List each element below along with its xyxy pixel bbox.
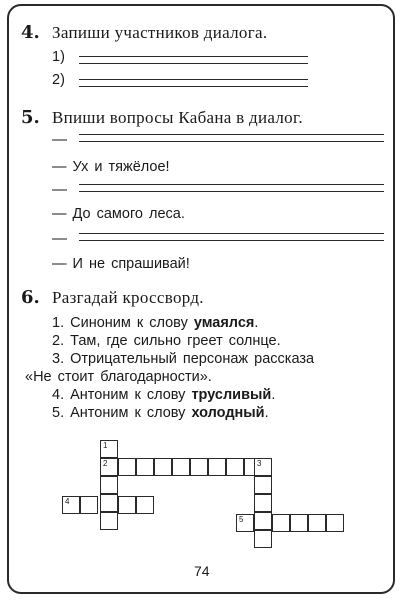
crossword-cell[interactable] — [254, 458, 272, 476]
crossword-cell[interactable] — [118, 496, 136, 514]
crossword-cell[interactable] — [100, 494, 118, 512]
crossword-cell[interactable] — [254, 476, 272, 494]
cell-number: 4 — [65, 497, 70, 506]
dialog-line-1: — Ух и тяжёлое! — [52, 159, 170, 175]
answer-line[interactable] — [79, 240, 384, 241]
task4-item-2: 2) — [52, 72, 65, 88]
answer-line[interactable] — [79, 63, 308, 64]
answer-line[interactable] — [79, 56, 308, 57]
crossword-cell[interactable] — [272, 514, 290, 532]
task4-number: 4. — [21, 22, 40, 43]
cell-number: 3 — [257, 459, 262, 468]
task5-text: Впиши вопросы Кабана в диалог. — [52, 108, 303, 127]
dialog-dash: — — [52, 131, 67, 148]
page-number: 74 — [194, 563, 210, 579]
cell-number: 5 — [239, 515, 244, 524]
crossword-cell[interactable] — [236, 514, 254, 532]
cell-number: 1 — [103, 441, 108, 450]
clue-3: 3. Отрицательный персонаж рассказа — [52, 351, 315, 367]
crossword-cell[interactable] — [154, 458, 172, 476]
crossword-cell[interactable] — [118, 458, 136, 476]
dialog-dash: — — [52, 181, 67, 198]
crossword-cell[interactable] — [100, 476, 118, 494]
answer-line[interactable] — [79, 184, 384, 185]
dialog-dash: — — [52, 230, 67, 247]
answer-line[interactable] — [79, 233, 384, 234]
crossword-cell[interactable] — [254, 512, 272, 530]
task5-number: 5. — [21, 107, 40, 128]
crossword-cell[interactable] — [100, 512, 118, 530]
cell-number: 2 — [103, 459, 108, 468]
crossword-cell[interactable] — [136, 496, 154, 514]
crossword-cell[interactable] — [62, 496, 80, 514]
answer-line[interactable] — [79, 134, 384, 135]
crossword-cell[interactable] — [226, 458, 244, 476]
crossword-cell[interactable] — [190, 458, 208, 476]
crossword-cell[interactable] — [100, 440, 118, 458]
crossword-cell[interactable] — [308, 514, 326, 532]
crossword-cell[interactable] — [100, 458, 118, 476]
answer-line[interactable] — [79, 79, 308, 80]
answer-line[interactable] — [79, 86, 308, 87]
clue-3-continued: «Не стоит благодарности». — [25, 369, 212, 385]
crossword-cell[interactable] — [254, 494, 272, 512]
task6-text: Разгадай кроссворд. — [52, 288, 204, 307]
crossword-cell[interactable] — [290, 514, 308, 532]
task4-item-1: 1) — [52, 49, 65, 65]
crossword-cell[interactable] — [254, 530, 272, 548]
answer-line[interactable] — [79, 141, 384, 142]
task4-text: Запиши участников диалога. — [52, 23, 268, 42]
crossword-cell[interactable] — [136, 458, 154, 476]
crossword-cell[interactable] — [326, 514, 344, 532]
dialog-line-2: — До самого леса. — [52, 206, 185, 222]
crossword-cell[interactable] — [80, 496, 98, 514]
crossword-cell[interactable] — [172, 458, 190, 476]
crossword-cell[interactable] — [208, 458, 226, 476]
dialog-line-3: — И не спрашивай! — [52, 256, 190, 272]
task6-number: 6. — [21, 287, 40, 308]
clue-5: 5. Антоним к слову холодный. — [52, 405, 269, 421]
clue-1: 1. Синоним к слову умаялся. — [52, 315, 259, 331]
clue-2: 2. Там, где сильно греет солнце. — [52, 333, 281, 349]
clue-4: 4. Антоним к слову трусливый. — [52, 387, 276, 403]
answer-line[interactable] — [79, 191, 384, 192]
